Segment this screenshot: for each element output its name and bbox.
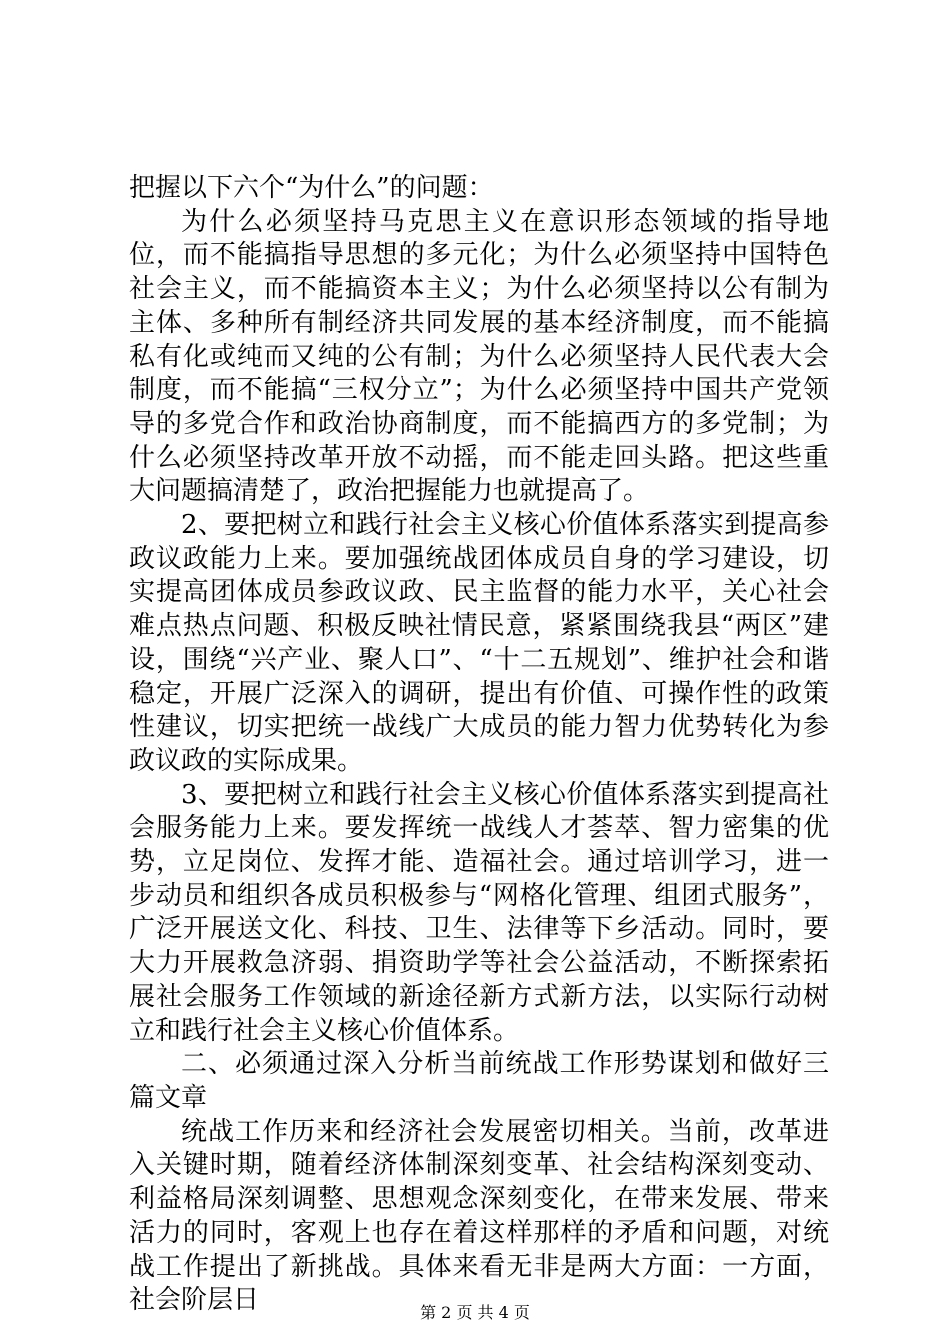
document-body xyxy=(129,172,829,1318)
page-number-label: 第 2 页 共 4 页 xyxy=(420,1303,530,1322)
paragraph-point-3: 3、要把树立和践行社会主义核心价值体系落实到提高社会服务能力上来。要发挥统一战线人才荟萃、智力密集的优势，立足岗位、发挥才能、造福社会。通过培训学习，进一步动员和组织各成员积极参与“网格化管理、组团式服务”，广泛开展送文化、科技、卫生、法律等下乡活动。同时，要大力开展救急济弱、捐资助学等社会公益活动，不断探索拓展社会服务工作领域的新途径新方式新方法，以实际行动树立和践行社会主义核心价值体系。 xyxy=(129,779,829,1046)
paragraph-situation: 统战工作历来和经济社会发展密切相关。当前，改革进入关键时期，随着经济体制深刻变革、社会结构深刻变动、利益格局深刻调整、思想观念深刻变化，在带来发展、带来活力的同时，客观上也存在着这样那样的矛盾和问题，对统战工作提出了新挑战。具体来看无非是两大方面：一方面，社会阶层日 xyxy=(129,1116,829,1316)
paragraph-intro: 把握以下六个“为什么”的问题： xyxy=(129,173,494,203)
section-heading-2: 二、必须通过深入分析当前统战工作形势谋划和做好三篇文章 xyxy=(129,1049,829,1113)
paragraph-six-whys: 为什么必须坚持马克思主义在意识形态领域的指导地位，而不能搞指导思想的多元化；为什么必须坚持中国特色社会主义，而不能搞资本主义；为什么必须坚持以公有制为主体、多种所有制经济共同发展的基本经济制度，而不能搞私有化或纯而又纯的公有制；为什么必须坚持人民代表大会制度，而不能搞“三权分立”；为什么必须坚持中国共产党领导的多党合作和政治协商制度，而不能搞西方的多党制；为什么必须坚持改革开放不动摇，而不能走回头路。把这些重大问题搞清楚了，政治把握能力也就提高了。 xyxy=(129,206,829,507)
paragraph-point-2: 2、要把树立和践行社会主义核心价值体系落实到提高参政议政能力上来。要加强统战团体成员自身的学习建设，切实提高团体成员参政议政、民主监督的能力水平，关心社会难点热点问题、积极反映社情民意，紧紧围绕我县“两区”建设，围绕“兴产业、聚人口”、“十二五规划”、维护社会和谐稳定，开展广泛深入的调研，提出有价值、可操作性的政策性建议，切实把统一战线广大成员的能力智力优势转化为参政议政的实际成果。 xyxy=(129,510,829,776)
page-footer xyxy=(0,1303,950,1323)
